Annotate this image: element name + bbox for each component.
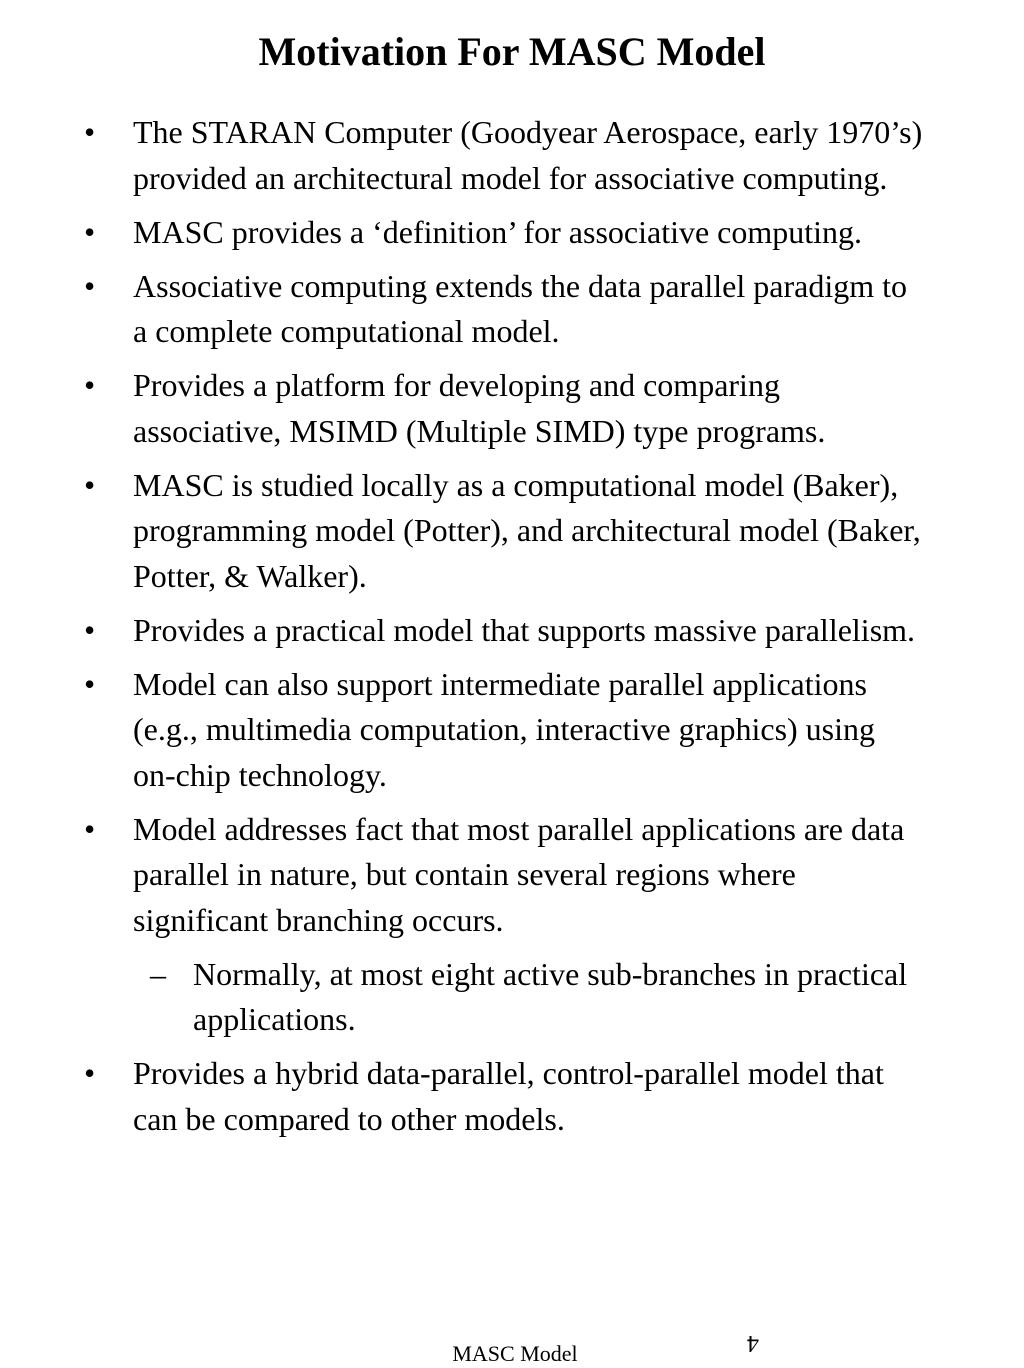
- bullet-list: [0, 110, 1024, 1151]
- bullet-marker: •: [84, 267, 96, 304]
- bullet-marker: •: [84, 665, 96, 702]
- bullet-text: MASC is studied locally as a computational model (Baker), programming model (Potter), and architectural model (Baker, Potter, & Walker).: [133, 466, 921, 594]
- slide-footer: MASC Model: [452, 1341, 578, 1366]
- bullet-marker: •: [84, 367, 96, 403]
- bullet-item: [0, 463, 1024, 600]
- bullet-text: Associative computing extends the data parallel paradigm to a complete computational model.: [133, 267, 907, 349]
- bullet-item: [0, 662, 1024, 799]
- bullet-item: [0, 264, 1024, 355]
- bullet-item: [0, 210, 1024, 256]
- bullet-marker: •: [84, 213, 96, 250]
- bullet-item: [0, 608, 1024, 654]
- bullet-text: Model addresses fact that most parallel applications are data parallel in nature, but contain several regions where significant branching occurs.: [133, 810, 905, 938]
- bullet-text: The STARAN Computer (Goodyear Aerospace, early 1970’s) provided an architectural model for associative computing.: [133, 114, 923, 196]
- bullet-text: Provides a practical model that supports massive parallelism.: [133, 611, 916, 648]
- slide-title: Motivation For MASC Model: [258, 29, 766, 74]
- bullet-text: Model can also support intermediate parallel applications (e.g., multimedia computation, interactive graphics) using on-chip technology.: [133, 665, 876, 793]
- bullet-marker: •: [84, 611, 96, 648]
- bullet-text: Provides a hybrid data-parallel, control-parallel model that can be compared to other models.: [133, 1055, 884, 1137]
- page-number: 4: [747, 1330, 759, 1356]
- sub-bullet-item: [0, 952, 1024, 1043]
- sub-bullet-marker: –: [150, 955, 166, 992]
- bullet-marker: •: [84, 1055, 96, 1091]
- sub-bullet-text: Normally, at most eight active sub-branches in practical applications.: [193, 955, 908, 1037]
- bullet-marker: •: [84, 114, 96, 150]
- bullet-item: [0, 1051, 1024, 1142]
- bullet-text: MASC provides a ‘definition’ for associative computing.: [133, 213, 863, 250]
- bullet-item: [0, 807, 1024, 944]
- bullet-text: Provides a platform for developing and comparing associative, MSIMD (Multiple SIMD) type programs.: [133, 367, 826, 449]
- bullet-marker: •: [84, 810, 96, 847]
- bullet-item: [0, 363, 1024, 454]
- bullet-item: [0, 110, 1024, 201]
- bullet-marker: •: [84, 466, 96, 503]
